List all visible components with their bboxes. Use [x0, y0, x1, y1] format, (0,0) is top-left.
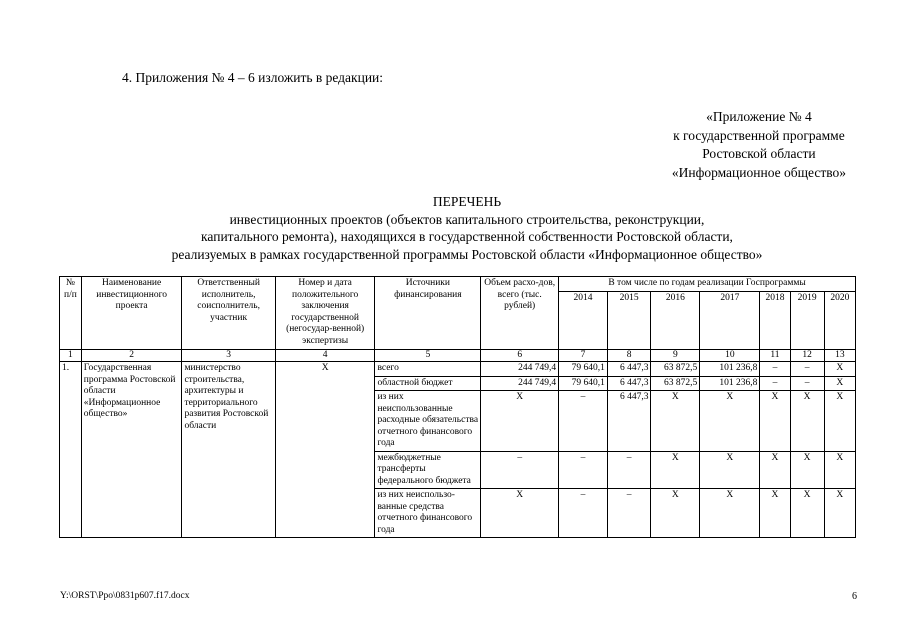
column-number: 9: [651, 349, 700, 362]
appendix-line: «Приложение № 4: [706, 109, 812, 124]
column-number: 10: [700, 349, 760, 362]
value-cell: –: [607, 451, 651, 489]
value-cell: 101 236,8: [700, 362, 760, 377]
header-num: № п/п: [60, 277, 82, 350]
header-year: 2017: [700, 291, 760, 349]
value-cell: Х: [481, 489, 559, 538]
value-cell: 79 640,1: [559, 362, 608, 377]
value-cell: –: [607, 489, 651, 538]
column-number: 5: [375, 349, 481, 362]
value-cell: 244 749,4: [481, 362, 559, 377]
value-cell: Х: [651, 391, 700, 452]
column-number: 7: [559, 349, 608, 362]
investment-projects-table: [59, 276, 856, 538]
column-number: 1: [60, 349, 82, 362]
value-cell: 63 872,5: [651, 362, 700, 377]
value-cell: Х: [760, 451, 790, 489]
value-cell: –: [559, 391, 608, 452]
column-number: 3: [182, 349, 275, 362]
appendix-caption: [672, 108, 846, 182]
value-cell: 63 872,5: [651, 376, 700, 391]
value-cell: 6 447,3: [607, 391, 651, 452]
header-year: 2018: [760, 291, 790, 349]
header-year: 2015: [607, 291, 651, 349]
heading-title: ПЕРЕЧЕНЬ: [432, 194, 502, 209]
appendix-line: «Информационное общество»: [671, 164, 846, 180]
value-cell: –: [559, 451, 608, 489]
value-cell: Х: [824, 451, 855, 489]
project-conclusion: Х: [275, 362, 375, 538]
intro-paragraph: 4. Приложения № 4 – 6 изложить в редакции:: [122, 70, 384, 85]
column-number: 8: [607, 349, 651, 362]
heading-line: инвестиционных проектов (объектов капитального строительства, реконструкции,: [229, 211, 705, 227]
page-number: 6: [852, 591, 857, 602]
value-cell: 6 447,3: [607, 362, 651, 377]
header-name: Наименование инвестиционного проекта: [81, 277, 182, 350]
value-cell: –: [760, 376, 790, 391]
appendix-line: Ростовской области: [702, 146, 816, 161]
header-volume: Объем расхо-дов, всего (тыс. рублей): [481, 277, 559, 350]
header-year: 2016: [651, 291, 700, 349]
header-year: 2019: [790, 291, 824, 349]
source-cell: межбюджетные трансферты федерального бюджета: [375, 451, 481, 489]
value-cell: 79 640,1: [559, 376, 608, 391]
header-sources: Источники финансирования: [375, 277, 481, 350]
value-cell: 101 236,8: [700, 376, 760, 391]
source-cell: областной бюджет: [375, 376, 481, 391]
value-cell: –: [790, 362, 824, 377]
appendix-line: к государственной программе: [673, 127, 845, 143]
header-conclusion: Номер и дата положительного заключения государственной (негосудар-венной) экспертизы: [275, 277, 375, 350]
table-row: [60, 362, 856, 377]
value-cell: –: [481, 451, 559, 489]
column-number: 11: [760, 349, 790, 362]
value-cell: –: [760, 362, 790, 377]
value-cell: Х: [700, 451, 760, 489]
project-name: Государственная программа Ростовской области «Информационное общество»: [81, 362, 182, 538]
source-cell: всего: [375, 362, 481, 377]
value-cell: –: [559, 489, 608, 538]
value-cell: –: [790, 376, 824, 391]
header-year: 2014: [559, 291, 608, 349]
value-cell: Х: [481, 391, 559, 452]
value-cell: Х: [790, 489, 824, 538]
column-number: 6: [481, 349, 559, 362]
heading-line: реализуемых в рамках государственной программы Ростовской области «Информационное общество»: [171, 246, 763, 262]
source-cell: из них неиспользованные расходные обязательства отчетного финансового года: [375, 391, 481, 452]
column-number: 2: [81, 349, 182, 362]
value-cell: Х: [824, 391, 855, 452]
column-number: 4: [275, 349, 375, 362]
header-years-group: В том числе по годам реализации Госпрограммы: [559, 277, 856, 292]
heading-line: капитального ремонта), находящихся в государственной собственности Ростовской области,: [201, 229, 733, 244]
value-cell: Х: [651, 451, 700, 489]
footer-file-path: Y:\ORST\Ppo\0831p607.f17.docx: [60, 591, 190, 601]
value-cell: 6 447,3: [607, 376, 651, 391]
column-number: 13: [824, 349, 855, 362]
header-year: 2020: [824, 291, 855, 349]
value-cell: Х: [700, 391, 760, 452]
value-cell: Х: [760, 391, 790, 452]
column-numbers-row: [60, 349, 856, 362]
value-cell: Х: [824, 362, 855, 377]
table-header-row: [60, 277, 856, 292]
value-cell: Х: [760, 489, 790, 538]
value-cell: Х: [651, 489, 700, 538]
source-cell: из них неиспользо-ванные средства отчетного финансового года: [375, 489, 481, 538]
value-cell: 244 749,4: [481, 376, 559, 391]
value-cell: Х: [790, 391, 824, 452]
project-executor: министерство строительства, архитектуры и территориального развития Ростовской области: [182, 362, 275, 538]
header-executor: Ответственный исполнитель, соисполнитель, участник: [182, 277, 275, 350]
value-cell: Х: [824, 376, 855, 391]
column-number: 12: [790, 349, 824, 362]
document-heading: [100, 193, 834, 263]
value-cell: Х: [700, 489, 760, 538]
project-num: 1.: [60, 362, 82, 538]
value-cell: Х: [790, 451, 824, 489]
value-cell: Х: [824, 489, 855, 538]
